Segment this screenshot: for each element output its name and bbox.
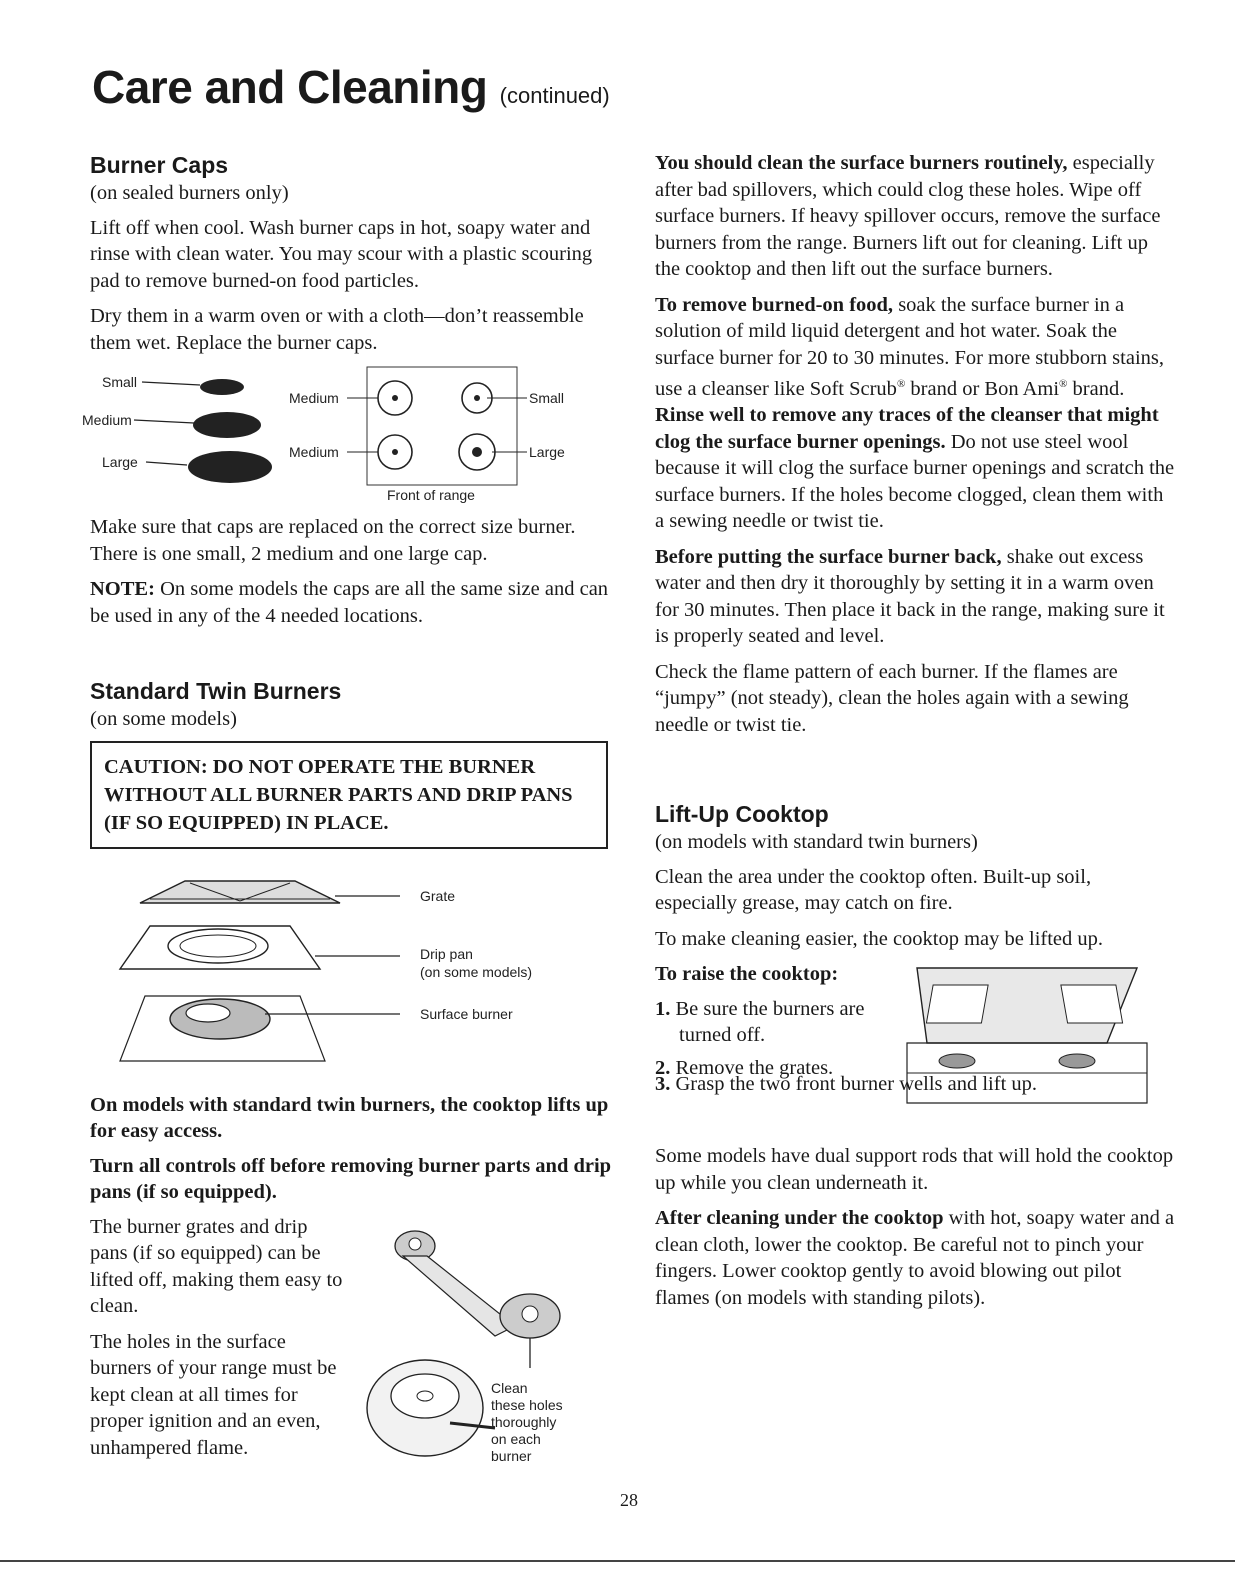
top-right-label: Small bbox=[529, 390, 565, 406]
right-p2-lead: To remove burned-on food, bbox=[655, 293, 894, 316]
twin-p1: The burner grates and drip pans (if so equipped) can be lifted off, making them easy to clean. bbox=[90, 1215, 343, 1317]
clean-label-3: thoroughly bbox=[491, 1413, 557, 1430]
twin-burner-parts-diagram bbox=[90, 861, 615, 1086]
liftup-p4-text: with hot, soapy water and a clean cloth, lower the cooktop. Be careful not to pinch your fingers. Lower cooktop gently to avoid blowing out pilot flames (on models with standing pilots). bbox=[655, 1207, 1175, 1309]
raise-step-1 bbox=[655, 996, 910, 1049]
right-p2-text-b: brand or Bon Ami bbox=[905, 377, 1060, 400]
drip-pan-label: Drip pan bbox=[420, 945, 473, 962]
clean-label-1: Clean bbox=[491, 1379, 528, 1396]
right-p1-lead: You should clean the surface burners routinely, bbox=[655, 152, 1068, 174]
burner-caps-p2: Dry them in a warm oven or with a cloth—don’t reassemble them wet. Replace the burner caps. bbox=[90, 305, 584, 354]
liftup-p1: Clean the area under the cooktop often. Built-up soil, especially grease, may catch on fire. bbox=[655, 865, 1092, 915]
surface-burner-icon bbox=[120, 996, 325, 1061]
clean-label-4: on each bbox=[491, 1430, 541, 1447]
twin-bold-2: Turn all controls off before removing burner parts and drip pans (if so equipped). bbox=[90, 1154, 612, 1203]
step-3-num: 3. bbox=[655, 1073, 671, 1096]
raise-steps bbox=[655, 996, 910, 1082]
step-2-text: Remove the grates. bbox=[675, 1056, 834, 1079]
right-p2 bbox=[655, 292, 1177, 535]
burner-caps-note bbox=[90, 576, 615, 629]
front-of-range-label: Front of range bbox=[387, 487, 475, 503]
burner-caps-heading: Burner Caps bbox=[90, 152, 229, 178]
right-p2-text-c: brand. bbox=[1067, 377, 1125, 400]
step-1-num: 1. bbox=[655, 997, 671, 1020]
raise-cooktop-block bbox=[655, 961, 1177, 1131]
burner-caps-sub: (on sealed burners only) bbox=[90, 182, 289, 204]
right-p2-text-d: Do not use steel wool because it will clog the surface burner openings and scratch the surface burners. If the holes become clogged, clean them with a sewing needle or twist tie. bbox=[655, 430, 1175, 533]
grate-icon bbox=[140, 881, 340, 903]
burner-tube-icon bbox=[403, 1256, 515, 1336]
burner-caps-p1: Lift off when cool. Wash burner caps in hot, soapy water and rinse with clean water. You may scour with a plastic scouring pad to remove burned-on food particles. bbox=[90, 216, 593, 292]
surface-burner-label: Surface burner bbox=[420, 1005, 513, 1022]
step-1-text: Be sure the burners are turned off. bbox=[675, 997, 865, 1047]
step-2-num: 2. bbox=[655, 1056, 671, 1079]
liftup-p4-lead: After cleaning under the cooktop bbox=[655, 1207, 944, 1230]
clean-label-2: these holes bbox=[491, 1396, 563, 1413]
liftup-sub: (on models with standard twin burners) bbox=[655, 831, 978, 854]
twin-p2: The holes in the surface burners of your range must be kept clean at all times for proper ignition and an even, unhampered flame. bbox=[90, 1330, 337, 1459]
twin-burner-clean-block bbox=[90, 1214, 615, 1484]
clean-label-5: burner bbox=[491, 1447, 532, 1464]
right-p1 bbox=[655, 150, 1177, 283]
liftup-p4 bbox=[655, 1205, 1177, 1311]
cap-large-label: Large bbox=[102, 454, 138, 470]
reg-mark-1: ® bbox=[896, 378, 906, 390]
liftup-p3: Some models have dual support rods that will hold the cooktop up while you clean underneath it. bbox=[655, 1145, 1174, 1194]
left-column bbox=[82, 150, 615, 1484]
right-p3 bbox=[655, 544, 1177, 650]
liftup-p2: To make cleaning easier, the cooktop may be lifted up. bbox=[655, 927, 1104, 950]
small-cap-icon bbox=[200, 379, 244, 395]
step-3-text: Grasp the two front burner wells and lift up. bbox=[675, 1073, 1038, 1096]
large-cap-icon bbox=[188, 451, 272, 483]
raise-step-3 bbox=[655, 1071, 1177, 1098]
right-column bbox=[655, 150, 1177, 1320]
page-number: 28 bbox=[620, 1490, 638, 1510]
right-p3-lead: Before putting the surface burner back, bbox=[655, 545, 1002, 568]
bottom-left-label: Medium bbox=[289, 444, 339, 460]
raise-heading: To raise the cooktop: bbox=[655, 963, 839, 986]
page-bottom-rule bbox=[0, 1560, 1235, 1562]
medium-cap-icon bbox=[193, 412, 261, 438]
note-text: On some models the caps are all the same size and can be used in any of the 4 needed locations. bbox=[90, 578, 609, 627]
top-left-label: Medium bbox=[289, 390, 339, 406]
right-p2-text-a: soak the surface burner in a solution of mild liquid detergent and hot water. Soak the surface burner for 20 to 30 minutes. For more stubborn stains, use a cleanser like Soft Scrub bbox=[655, 293, 1164, 400]
continued-label: (continued) bbox=[499, 83, 610, 108]
burner-holes-diagram bbox=[355, 1218, 615, 1473]
right-p1-text: especially after bad spillovers, which could clog these holes. Wipe off surface burners. If heavy spillover occurs, remove the surface burners from the range. Burners lift out for cleaning. Lift up the cooktop and then lift out the surface burners. bbox=[655, 152, 1161, 280]
note-label: NOTE: bbox=[90, 578, 155, 600]
page-title-text: Care and Cleaning bbox=[92, 61, 488, 113]
right-p2-bold: Rinse well to remove any traces of the cleanser that might clog the surface burner openings. bbox=[655, 404, 1159, 453]
right-p3-text: shake out excess water and then dry it thoroughly by setting it in a warm oven for 30 minutes. Then place it back in the range, making sure it is properly seated and level. bbox=[655, 545, 1165, 648]
page-title bbox=[92, 60, 610, 114]
cap-medium-label: Medium bbox=[82, 412, 132, 428]
cap-small-label: Small bbox=[102, 374, 138, 390]
right-p4: Check the flame pattern of each burner. If the flames are “jumpy” (not steady), clean the holes again with a sewing needle or twist tie. bbox=[655, 660, 1129, 736]
twin-bold-1: On models with standard twin burners, the cooktop lifts up for easy access. bbox=[90, 1093, 609, 1142]
bottom-right-label: Large bbox=[529, 444, 565, 460]
twin-burners-sub: (on some models) bbox=[90, 708, 237, 730]
drip-pan-sub-label: (on some models) bbox=[420, 963, 533, 980]
reg-mark-2: ® bbox=[1059, 378, 1068, 390]
twin-burners-heading: Standard Twin Burners bbox=[90, 678, 342, 704]
burner-caps-p3: Make sure that caps are replaced on the correct size burner. There is one small, 2 medium and one large cap. bbox=[90, 516, 576, 565]
caution-box: CAUTION: DO NOT OPERATE THE BURNER WITHOUT ALL BURNER PARTS AND DRIP PANS (IF SO EQUIPPED) IN PLACE. bbox=[90, 741, 608, 849]
grate-label: Grate bbox=[420, 887, 456, 904]
liftup-heading: Lift-Up Cooktop bbox=[655, 801, 829, 828]
drip-pan-icon bbox=[120, 926, 320, 969]
raise-steps-cont bbox=[655, 1071, 1177, 1098]
burner-caps-diagram bbox=[82, 365, 607, 510]
